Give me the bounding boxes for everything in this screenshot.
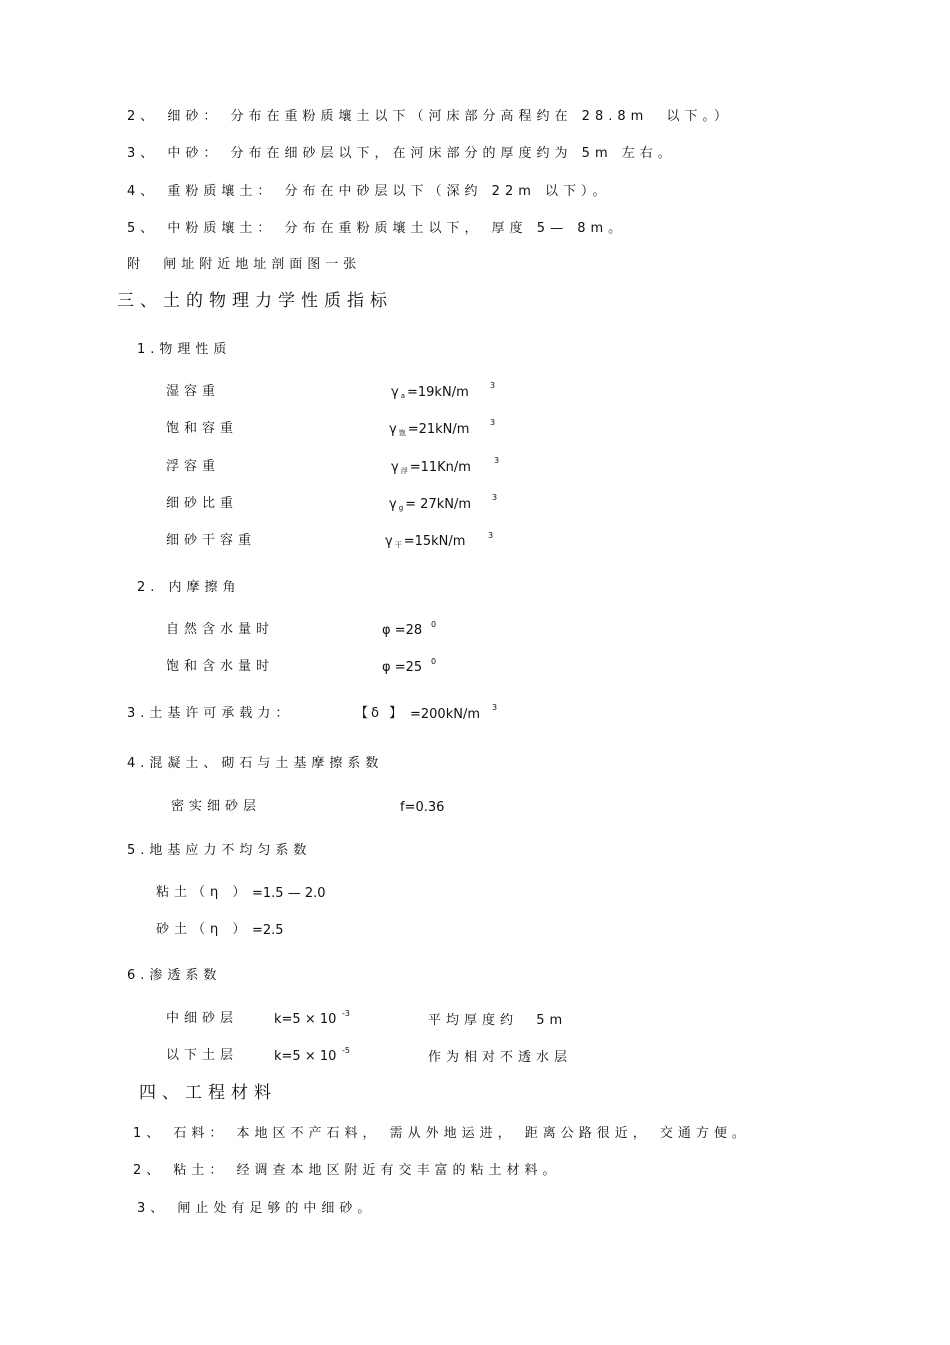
- physical-properties-title: 1.物理性质: [137, 342, 232, 357]
- stress-row-label: 砂土（η ）: [156, 922, 251, 937]
- materials-item-3: 3、 闸止处有足够的中细砂。: [137, 1201, 376, 1216]
- unit-superscript: 3: [490, 381, 496, 390]
- permeability-row-value: k=5 × 10: [274, 1012, 337, 1027]
- unit-superscript: 3: [490, 418, 496, 427]
- materials-item-2: 2、 粘土： 经调查本地区附近有交丰富的粘土材料。: [133, 1163, 561, 1178]
- physical-row-label: 细砂干容重: [166, 533, 257, 548]
- permeability-row-label: 以下土层: [166, 1048, 239, 1063]
- physical-row-label: 饱和容重: [166, 421, 239, 436]
- degree-superscript: 0: [431, 620, 437, 629]
- exponent-superscript: -5: [342, 1046, 350, 1055]
- unit-superscript: 3: [492, 703, 498, 712]
- concrete-friction-label: 密实细砂层: [171, 799, 262, 814]
- permeability-title: 6.渗透系数: [127, 968, 222, 983]
- friction-angle-title: 2. 内摩擦角: [137, 580, 241, 595]
- permeability-row-note: 作为相对不透水层: [428, 1050, 573, 1065]
- physical-row-label: 湿容重: [166, 384, 221, 399]
- unit-superscript: 3: [488, 531, 494, 540]
- section-3-heading: 三、土的物理力学性质指标: [117, 291, 393, 311]
- bearing-capacity-value: =200kN/m: [410, 707, 481, 722]
- geology-item-2: 2、 细砂： 分布在重粉质壤土以下（河床部分高程约在 28.8m 以下。）: [127, 109, 733, 124]
- geology-item-4: 4、 重粉质壤土： 分布在中砂层以下（深约 22m 以下）。: [127, 184, 611, 199]
- friction-row-value: φ =25: [382, 660, 423, 675]
- unit-superscript: 3: [492, 493, 498, 502]
- materials-item-1: 1、 石料： 本地区不产石料， 需从外地运进， 距离公路很近， 交通方便。: [133, 1126, 750, 1141]
- physical-row-value: γ $_a$ =19kN/m: [391, 385, 469, 400]
- physical-row-value: γ $_干$ =15kN/m: [385, 534, 466, 549]
- permeability-row-value: k=5 × 10: [274, 1049, 337, 1064]
- degree-superscript: 0: [431, 657, 437, 666]
- section-4-heading: 四、工程材料: [139, 1083, 277, 1103]
- stress-row-label: 粘土（η ）: [156, 885, 251, 900]
- geology-attachment-note: 附 闸址附近地址剖面图一张: [127, 257, 362, 272]
- physical-row-value: γ $_g$ = 27kN/m: [389, 497, 472, 512]
- permeability-row-note: 平均厚度约 5m: [428, 1013, 568, 1028]
- stress-row-value: =2.5: [252, 923, 284, 938]
- friction-row-label: 饱和含水量时: [166, 659, 275, 674]
- friction-row-value: φ =28: [382, 623, 423, 638]
- stress-row-value: =1.5 — 2.0: [252, 886, 326, 901]
- geology-item-3: 3、 中砂： 分布在细砂层以下，在河床部分的厚度约为 5m 左右。: [127, 146, 676, 161]
- permeability-row-label: 中细砂层: [166, 1011, 239, 1026]
- unit-superscript: 3: [494, 456, 500, 465]
- physical-row-value: γ $_浮$ =11Kn/m: [391, 460, 471, 475]
- geology-item-5: 5、 中粉质壤土： 分布在重粉质壤土以下， 厚度 5— 8m。: [127, 221, 627, 236]
- exponent-superscript: -3: [342, 1009, 350, 1018]
- physical-row-label: 浮容重: [166, 459, 221, 474]
- friction-row-label: 自然含水量时: [166, 622, 275, 637]
- physical-row-label: 细砂比重: [166, 496, 239, 511]
- physical-row-value: γ $_饱$ =21kN/m: [389, 422, 470, 437]
- bearing-capacity-title: 3.土基许可承载力：: [127, 706, 294, 721]
- concrete-friction-title: 4.混凝土、砌石与土基摩擦系数: [127, 756, 384, 771]
- concrete-friction-value: f=0.36: [400, 800, 445, 815]
- stress-coefficient-title: 5.地基应力不均匀系数: [127, 843, 312, 858]
- bearing-capacity-symbol: 【δ 】: [355, 706, 406, 721]
